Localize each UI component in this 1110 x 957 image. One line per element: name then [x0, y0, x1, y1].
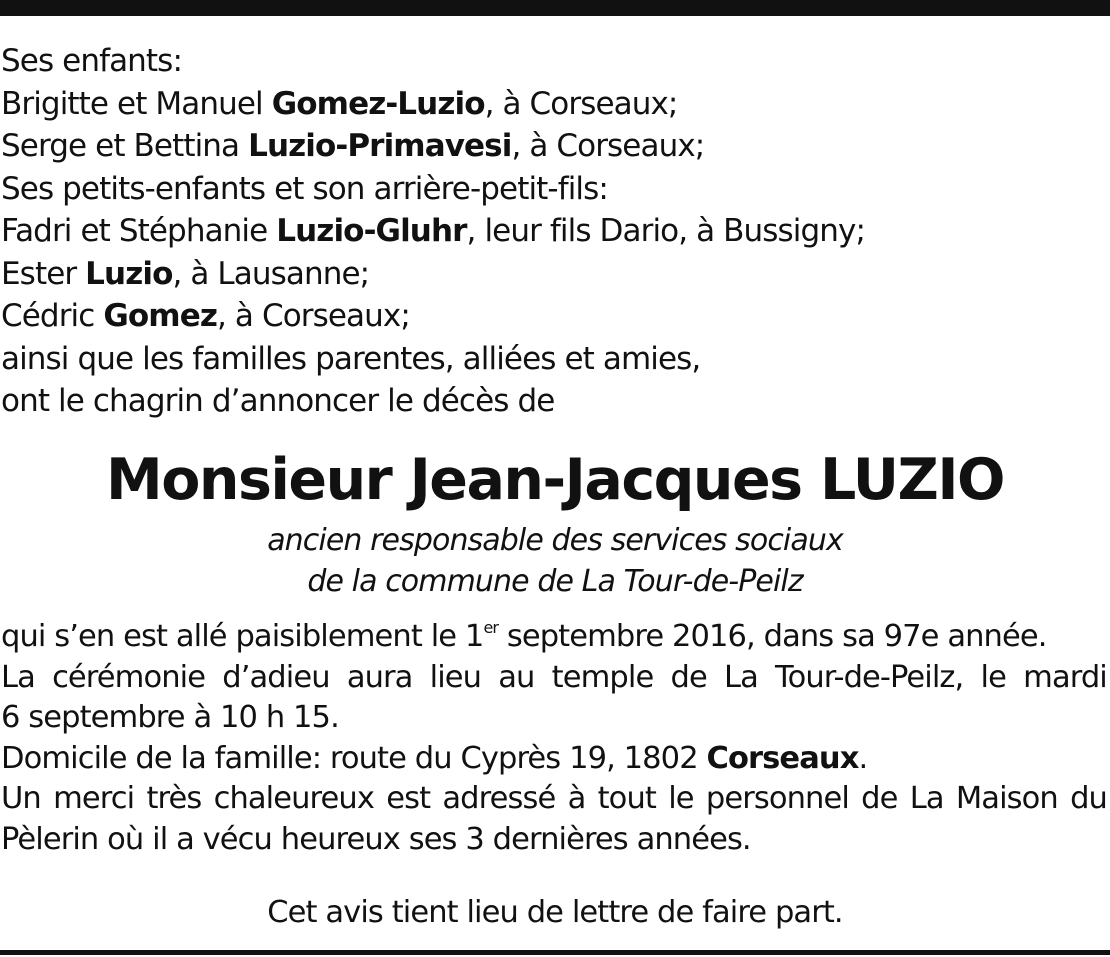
justified-word: très: [146, 781, 202, 816]
justified-word: La: [1, 659, 35, 695]
justified-word: personnel: [705, 781, 849, 816]
family-surname: Luzio-Gluhr: [276, 213, 467, 249]
family-surname: Luzio: [85, 255, 173, 292]
family-text: , à Corseaux;: [511, 128, 705, 164]
justified-word: Tour-de-Peilz,: [775, 659, 964, 695]
family-text: ainsi que les familles parentes, alliées et amies,: [1, 340, 701, 377]
ordinal-superscript: er: [483, 618, 499, 637]
justified-word: merci: [53, 781, 135, 816]
justified-word: d’adieu: [222, 659, 330, 695]
family-line: [1, 83, 1107, 126]
family-surname: Gomez: [103, 298, 217, 334]
family-text: Serge et Bettina: [1, 128, 249, 164]
family-list: [1, 40, 1107, 423]
justified-word: Un: [1, 781, 41, 816]
family-text: Ses petits-enfants et son arrière-petit-fils:: [1, 170, 608, 207]
details-text: Pèlerin où il a vécu heureux ses 3 dernières années.: [1, 821, 751, 857]
details-text: septembre 2016, dans sa 97e année.: [498, 619, 1047, 654]
justified-word: cérémonie: [52, 659, 206, 695]
justified-word: aura: [346, 659, 413, 695]
family-line: [1, 40, 1107, 83]
justified-word: chaleureux: [213, 781, 374, 816]
details-text: .: [858, 740, 868, 776]
justified-word: Maison: [955, 781, 1058, 816]
details-line: [1, 820, 1107, 861]
family-text: , à Lausanne;: [172, 255, 370, 292]
top-rule: [0, 0, 1110, 16]
justified-word: temple: [551, 659, 654, 695]
closing-note: Cet avis tient lieu de lettre de faire part.: [267, 895, 843, 930]
family-text: Fadri et Stéphanie: [1, 213, 277, 249]
bottom-rule: [0, 950, 1110, 955]
justified-word: adressé: [442, 781, 556, 816]
justified-word: est: [386, 781, 431, 816]
details-text: 6 septembre à 10 h 15.: [1, 700, 339, 735]
family-text: Brigitte et Manuel: [1, 85, 272, 122]
details-text: Domicile de la famille: route du Cyprès 19, 1802: [1, 740, 707, 776]
family-surname: Luzio-Primavesi: [248, 128, 512, 164]
role-line: ancien responsable des services sociaux: [267, 523, 843, 558]
justified-word: lieu: [429, 659, 482, 695]
family-line: [1, 125, 1107, 168]
family-text: Cédric: [1, 298, 104, 334]
details-line-ceremony: [1, 658, 1107, 699]
justified-word: La: [909, 781, 944, 816]
family-line: [1, 168, 1107, 211]
address-locality: Corseaux: [706, 740, 859, 776]
family-text: ont le chagrin d’annoncer le décès de: [1, 383, 555, 419]
justified-word: du: [1070, 781, 1107, 816]
family-line: [1, 253, 1107, 296]
details-line: [1, 617, 1107, 658]
details-line: [1, 698, 1107, 739]
role-line: de la commune de La Tour-de-Peilz: [307, 564, 803, 599]
family-text: Ester: [1, 255, 86, 292]
justified-word: de: [861, 781, 898, 816]
justified-word: à: [567, 781, 586, 816]
family-line: [1, 210, 1107, 253]
justified-word: le: [668, 781, 694, 816]
family-surname: Gomez-Luzio: [271, 85, 485, 122]
deceased-role: [0, 520, 1110, 602]
justified-word: tout: [597, 781, 656, 816]
family-text: , à Corseaux;: [484, 85, 678, 122]
details-line: [1, 739, 1107, 780]
justified-word: le: [980, 659, 1006, 695]
family-line: [1, 380, 1107, 423]
deceased-name: Monsieur Jean-Jacques LUZIO: [105, 447, 1005, 513]
family-text: Ses enfants:: [1, 43, 182, 79]
announcement-details: [1, 617, 1107, 860]
justified-word: mardi: [1023, 659, 1107, 695]
justified-word: La: [723, 659, 758, 695]
family-line: [1, 338, 1107, 381]
details-text: qui s’en est allé paisiblement le 1: [1, 619, 484, 654]
family-text: , à Corseaux;: [216, 298, 410, 334]
details-line-thanks: [1, 779, 1107, 820]
family-text: , leur fils Dario, à Bussigny;: [466, 213, 866, 249]
family-line: [1, 295, 1107, 338]
justified-word: au: [498, 659, 535, 695]
justified-word: de: [670, 659, 707, 695]
